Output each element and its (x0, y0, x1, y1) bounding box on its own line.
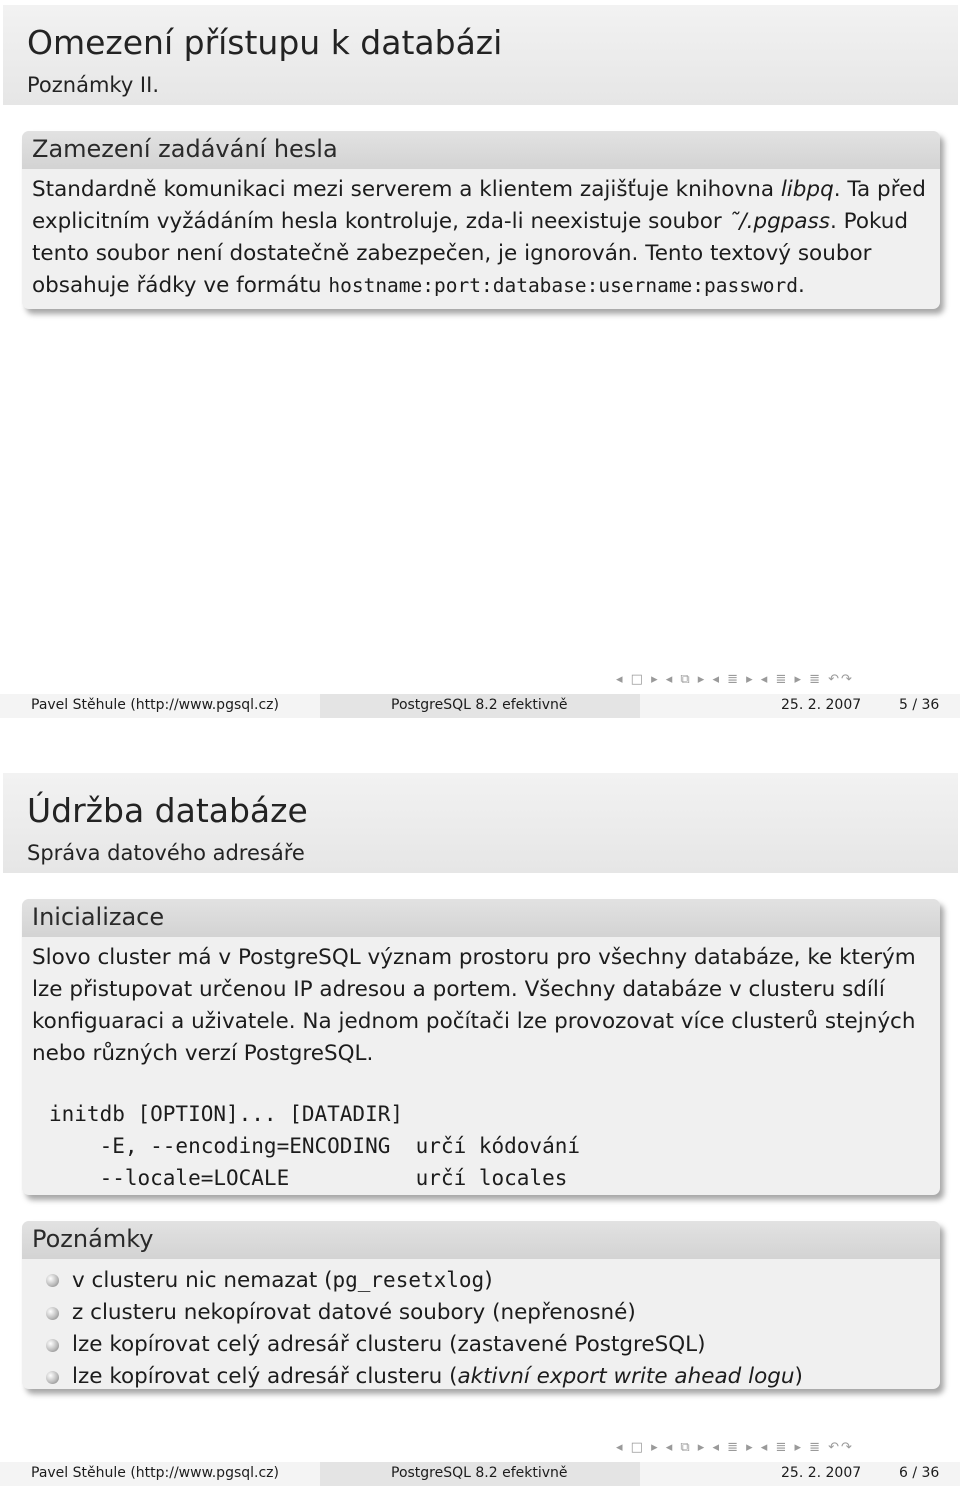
text-run: Standardně komunikaci mezi serverem a klientem zajišťuje knihovna (32, 177, 781, 202)
footer-date: 25. 2. 2007 (781, 697, 862, 713)
block-body (22, 1259, 940, 1393)
list-item (22, 1264, 930, 1297)
footer-talk-title: PostgreSQL 8.2 efektivně (391, 697, 568, 713)
initdb-usage (32, 1098, 930, 1194)
text-run: lze kopírovat celý adresář clusteru ( (72, 1364, 458, 1389)
slide-footer (0, 694, 960, 718)
frame-subtitle: Poznámky II. (27, 73, 159, 97)
libpq-term: libpq (780, 177, 834, 202)
bullet-ball-icon (46, 1371, 59, 1384)
footer-author-box (0, 1462, 320, 1486)
frame-title-bar (3, 5, 958, 105)
text-run: ) (484, 1268, 493, 1293)
block-paragraph: Slovo cluster má v PostgreSQL význam prostoru pro všechny databáze, ke kterým lze přistupovat určenou IP adresou a portem. Všechny databáze v clusteru sdílí konfiguaraci a uživatele. Na jednom počítači lze provozovat více clusterů stejných nebo různých verzí PostgreSQL. (32, 945, 916, 1066)
text-run: . Pokud tento soubor není dostatečně zabezpečen, je ignorován. Tento textový soubor obsahuje řádky ve formátu (32, 209, 909, 298)
footer-date-box (640, 1462, 960, 1486)
block-notes (22, 1221, 940, 1389)
footer-date: 25. 2. 2007 (781, 1465, 862, 1481)
beamer-navigation-icons[interactable]: ◂ □ ▸ ◂ ⧉ ▸ ◂ ≣ ▸ ◂ ≣ ▸ ≣ ↶↷ (616, 672, 854, 687)
block-body (22, 937, 940, 1194)
code-line: initdb [OPTION]... [DATADIR] (49, 1102, 404, 1126)
text-run: ) (794, 1364, 803, 1389)
footer-author: Pavel Stěhule (http://www.pgsql.cz) (31, 1465, 279, 1481)
frame-title: Údržba databáze (27, 791, 308, 830)
footer-page-number: 5 / 36 (899, 697, 940, 713)
code-line: --locale=LOCALE určí locales (49, 1166, 568, 1190)
footer-title-box (320, 694, 640, 718)
text-run: . (797, 273, 805, 298)
block-body (22, 169, 940, 302)
slide-footer (0, 1462, 960, 1486)
text-run: z clusteru nekopírovat datové soubory (nepřenosné) (72, 1300, 636, 1325)
slide-5 (0, 0, 960, 732)
frame-title: Omezení přístupu k databázi (27, 23, 503, 62)
pgpass-filename: ˜/.pgpass (728, 209, 830, 234)
list-item (22, 1329, 930, 1361)
text-run: . Ta před explicitním vyžádáním hesla kontroluje, zda-li neexistuje soubor (32, 177, 926, 234)
slide-6 (0, 768, 960, 1500)
block-password (22, 131, 940, 309)
bullet-ball-icon (46, 1339, 59, 1352)
pgpass-format: hostname:port:database:username:password (328, 274, 798, 297)
footer-page-number: 6 / 36 (899, 1465, 940, 1481)
block-initialization (22, 899, 940, 1195)
block-title: Poznámky (32, 1225, 154, 1253)
code-line: -E, --encoding=ENCODING určí kódování (49, 1134, 581, 1158)
wal-export-term: aktivní export write ahead logu (457, 1364, 795, 1389)
bullet-ball-icon (46, 1307, 59, 1320)
frame-title-bar (3, 773, 958, 873)
bullet-ball-icon (46, 1274, 59, 1287)
beamer-navigation-icons[interactable]: ◂ □ ▸ ◂ ⧉ ▸ ◂ ≣ ▸ ◂ ≣ ▸ ≣ ↶↷ (616, 1440, 854, 1455)
block-title: Inicializace (32, 903, 165, 931)
notes-list (22, 1264, 930, 1393)
footer-title-box (320, 1462, 640, 1486)
footer-date-box (640, 694, 960, 718)
footer-author: Pavel Stěhule (http://www.pgsql.cz) (31, 697, 279, 713)
text-run: v clusteru nic nemazat ( (72, 1268, 333, 1293)
block-header (22, 131, 940, 169)
block-header (22, 899, 940, 937)
pg-resetxlog-command: pg_resetxlog (332, 1268, 485, 1292)
footer-author-box (0, 694, 320, 718)
list-item (22, 1297, 930, 1329)
frame-subtitle: Správa datového adresáře (27, 841, 305, 865)
footer-talk-title: PostgreSQL 8.2 efektivně (391, 1465, 568, 1481)
text-run: lze kopírovat celý adresář clusteru (zastavené PostgreSQL) (72, 1332, 706, 1357)
list-item (22, 1361, 930, 1393)
block-header (22, 1221, 940, 1259)
block-paragraph (32, 174, 930, 302)
block-title: Zamezení zadávání hesla (32, 135, 338, 163)
